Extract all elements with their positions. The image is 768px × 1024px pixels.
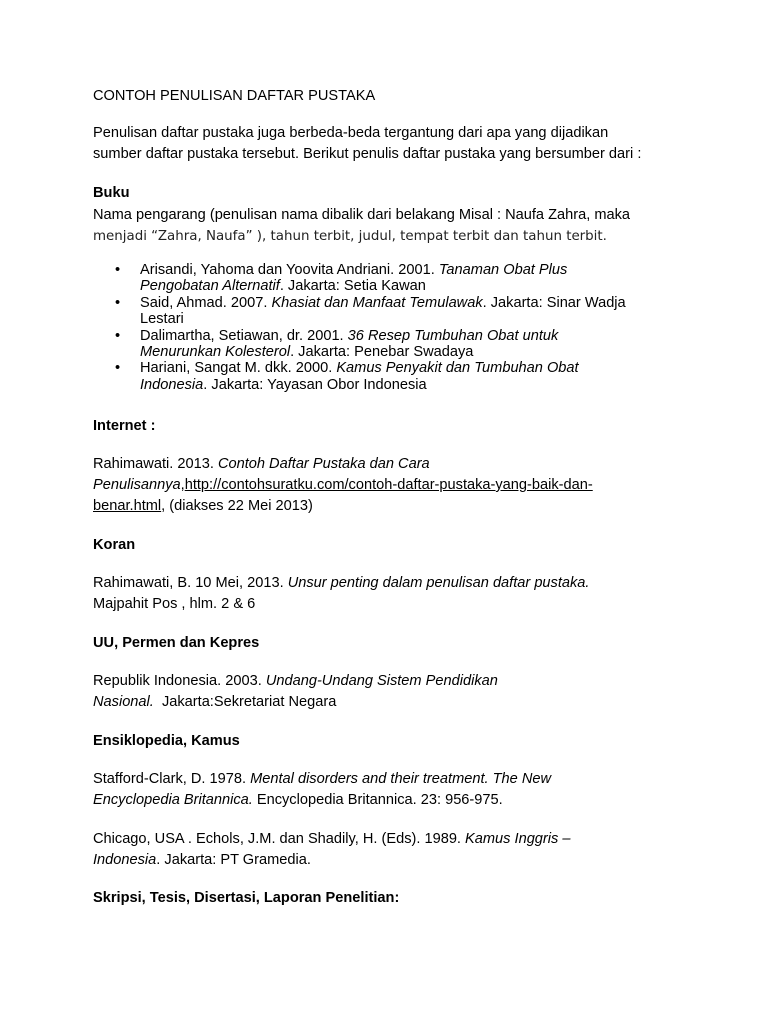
buku-description-line-1: Nama pengarang (penulisan nama dibalik dari belakang Misal : Naufa Zahra, maka bbox=[93, 207, 631, 223]
ref-title: Encyclopedia Britannica. bbox=[93, 792, 253, 808]
ref-title: Contoh Daftar Pustaka dan Cara bbox=[217, 456, 430, 472]
document-title bbox=[93, 86, 693, 107]
section-heading-ensiklopedia bbox=[93, 731, 693, 752]
ref-author-year: Chicago, USA . Echols, J.M. dan Shadily, H. (Eds). 1989. bbox=[93, 831, 466, 847]
section-heading-koran bbox=[93, 535, 693, 556]
section-heading-skripsi bbox=[93, 888, 693, 909]
ref-publisher: Majpahit Pos , hlm. 2 & 6 bbox=[93, 596, 256, 612]
intro-paragraph bbox=[93, 123, 693, 165]
ref-author-year: Rahimawati, B. 10 Mei, 2013. bbox=[93, 575, 288, 591]
reference-url-link[interactable]: http://contohsuratku.com/contoh-daftar-pustaka-yang-baik-dan- bbox=[184, 477, 593, 493]
reference-url-link[interactable]: benar.html bbox=[93, 498, 162, 514]
section-heading-internet-text: Internet : bbox=[93, 418, 156, 434]
ref-author-year: Stafford-Clark, D. 1978. bbox=[93, 771, 251, 787]
list-item bbox=[93, 328, 683, 361]
ref-separator: , bbox=[180, 477, 185, 493]
ref-title: 36 Resep Tumbuhan Obat untuk bbox=[347, 327, 559, 344]
ref-author-year: Rahimawati. 2013. bbox=[93, 456, 218, 472]
koran-reference bbox=[93, 573, 693, 615]
buku-reference-list bbox=[93, 262, 683, 393]
ref-author-year: Republik Indonesia. 2003. bbox=[93, 673, 266, 689]
list-item bbox=[93, 262, 683, 295]
section-heading-internet bbox=[93, 416, 693, 437]
uu-reference bbox=[93, 671, 693, 713]
ensiklopedia-reference-2 bbox=[93, 829, 693, 871]
ref-title: Kamus Inggris – bbox=[465, 831, 571, 847]
bullet-icon: • bbox=[115, 327, 121, 344]
ref-author-year: Dalimartha, Setiawan, dr. 2001. bbox=[140, 327, 348, 344]
section-heading-uu-text: UU, Permen dan Kepres bbox=[93, 635, 260, 651]
section-heading-uu bbox=[93, 633, 693, 654]
buku-description-line-2: menjadi “Zahra, Naufa” ), tahun terbit, judul, tempat terbit dan tahun terbit. bbox=[93, 229, 607, 244]
internet-reference bbox=[93, 454, 693, 517]
section-heading-koran-text: Koran bbox=[93, 537, 136, 553]
document-title-text: CONTOH PENULISAN DAFTAR PUSTAKA bbox=[93, 88, 376, 104]
ref-title: Penulisannya bbox=[93, 477, 181, 493]
ref-title: Indonesia bbox=[93, 852, 157, 868]
bullet-icon: • bbox=[115, 262, 121, 278]
bullet-icon: • bbox=[115, 360, 121, 377]
ref-author-year: Arisandi, Yahoma dan Yoovita Andriani. 2001. bbox=[140, 262, 439, 278]
ref-title: Kamus Penyakit dan Tumbuhan Obat bbox=[336, 360, 579, 377]
ref-title: Mental disorders and their treatment. The New bbox=[250, 771, 552, 787]
ref-title: Khasiat dan Manfaat Temulawak bbox=[271, 294, 483, 311]
ref-title: Menurunkan Kolesterol bbox=[140, 344, 291, 361]
ref-publisher: Jakarta:Sekretariat Negara bbox=[153, 694, 337, 710]
intro-line-1: Penulisan daftar pustaka juga berbeda-beda tergantung dari apa yang dijadikan bbox=[93, 125, 609, 141]
ref-author-year: Said, Ahmad. 2007. bbox=[140, 294, 272, 311]
ref-title: Nasional. bbox=[93, 694, 154, 710]
intro-line-2: sumber daftar pustaka tersebut. Berikut penulis daftar pustaka yang bersumber dari : bbox=[93, 146, 642, 162]
section-heading-buku bbox=[93, 183, 693, 204]
ref-title: Undang-Undang Sistem Pendidikan bbox=[265, 673, 498, 689]
ref-title: Indonesia bbox=[140, 376, 204, 393]
ensiklopedia-reference-1 bbox=[93, 769, 693, 811]
ref-author-year: Hariani, Sangat M. dkk. 2000. bbox=[140, 360, 337, 377]
ref-publisher: . Jakarta: Yayasan Obor Indonesia bbox=[203, 376, 427, 393]
ref-publisher: Encyclopedia Britannica. 23: 956-975. bbox=[252, 792, 503, 808]
ref-publisher: . Jakarta: PT Gramedia. bbox=[156, 852, 311, 868]
section-heading-skripsi-text: Skripsi, Tesis, Disertasi, Laporan Penelitian: bbox=[93, 890, 400, 906]
ref-access-date: , (diakses 22 Mei 2013) bbox=[161, 498, 313, 514]
ref-title: Tanaman Obat Plus bbox=[438, 262, 568, 278]
list-item bbox=[93, 295, 683, 328]
ref-title: Pengobatan Alternatif bbox=[140, 278, 280, 295]
ref-publisher: . Jakarta: Penebar Swadaya bbox=[290, 344, 474, 361]
ref-publisher: . Jakarta: Setia Kawan bbox=[279, 278, 426, 295]
list-item bbox=[93, 360, 683, 393]
ref-publisher: Lestari bbox=[140, 311, 184, 328]
bullet-icon: • bbox=[115, 294, 121, 311]
buku-description bbox=[93, 205, 693, 247]
section-heading-buku-text: Buku bbox=[93, 185, 130, 201]
ref-publisher: . Jakarta: Sinar Wadja bbox=[482, 294, 626, 311]
section-heading-ensiklopedia-text: Ensiklopedia, Kamus bbox=[93, 733, 240, 749]
ref-title: Unsur penting dalam penulisan daftar pustaka. bbox=[287, 575, 590, 591]
